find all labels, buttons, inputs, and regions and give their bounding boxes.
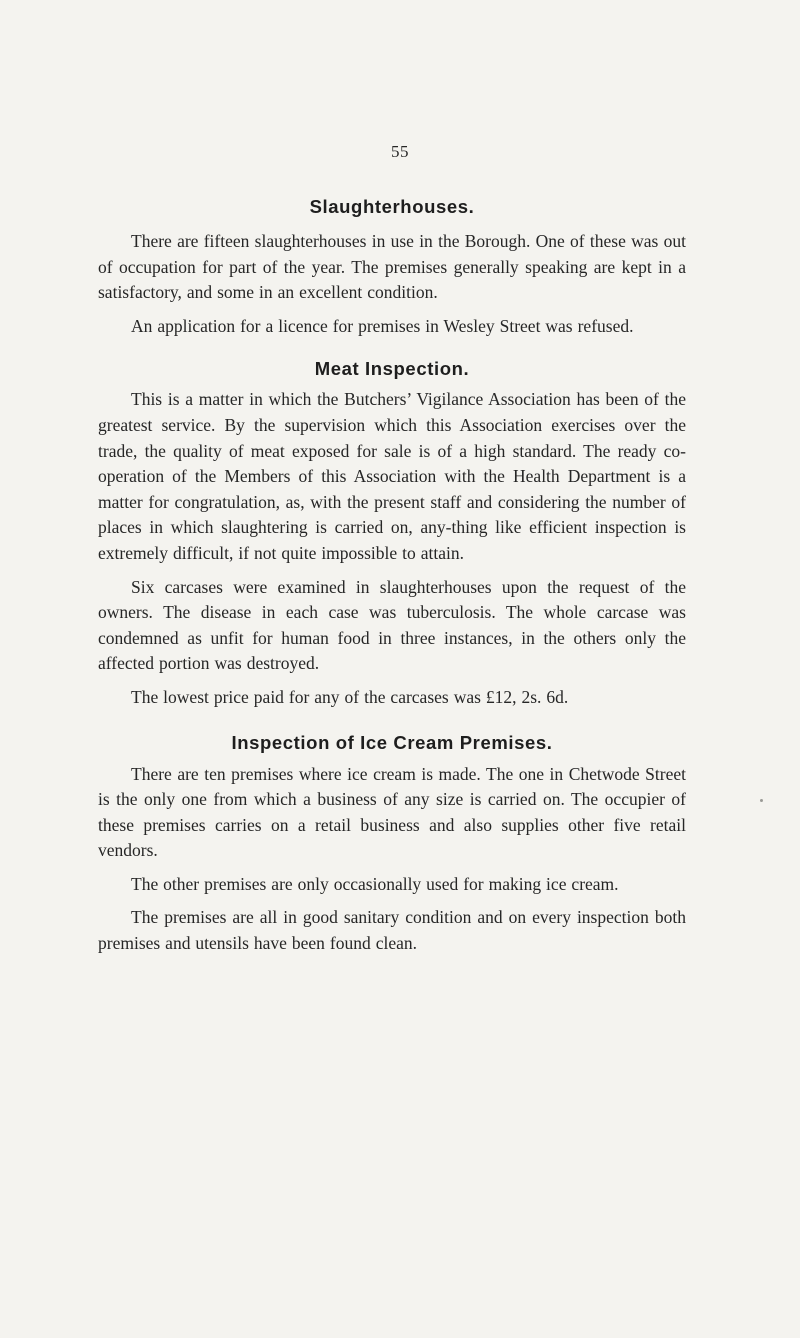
section-heading-slaughterhouses: Slaughterhouses. xyxy=(309,196,475,217)
paragraph: An application for a licence for premises in Wesley Street was refused. xyxy=(131,315,634,336)
page-body xyxy=(98,196,686,957)
page-number: 55 xyxy=(391,142,409,161)
section-heading-ice-cream-premises: Inspection of Ice Cream Premises. xyxy=(231,731,553,753)
paragraph: The premises are all in good sanitary condition and on every inspection both premises and utensils have been found clean. xyxy=(98,907,686,954)
paragraph: There are ten premises where ice cream is made. The one in Chetwode Street is the only one from which a business of any size is carried on. The occupier of these premises carries on a retail business and also supplies other five retail vendors. xyxy=(98,763,686,861)
section-heading-meat-inspection: Meat Inspection. xyxy=(314,358,470,380)
paragraph: The lowest price paid for any of the carcases was £12, 2s. 6d. xyxy=(131,686,569,707)
paragraph: Six carcases were examined in slaughterhouses upon the request of the owners. The disease in each case was tuberculosis. The whole carcase was condemned as unfit for human food in three instances, in the others only the affected portion was destroyed. xyxy=(98,576,686,674)
paragraph: There are fifteen slaughterhouses in use in the Borough. One of these was out of occupation for part of the year. The premises generally speaking are kept in a satisfactory, and some in an excellent condition. xyxy=(98,231,686,303)
paragraph: This is a matter in which the Butchers’ Vigilance Association has been of the greatest service. By the supervision which this Association exercises over the trade, the quality of meat exposed for sale is of a high standard. The ready co-operation of the Members of this Association with the Health Department is a matter for congratulation, as, with the present staff and considering the number of places in which slaughtering is carried on, any-thing like efficient inspection is extremely difficult, if not quite impossible to attain. xyxy=(98,389,686,563)
paragraph: The other premises are only occasionally used for making ice cream. xyxy=(131,873,619,894)
margin-speck xyxy=(760,799,763,802)
